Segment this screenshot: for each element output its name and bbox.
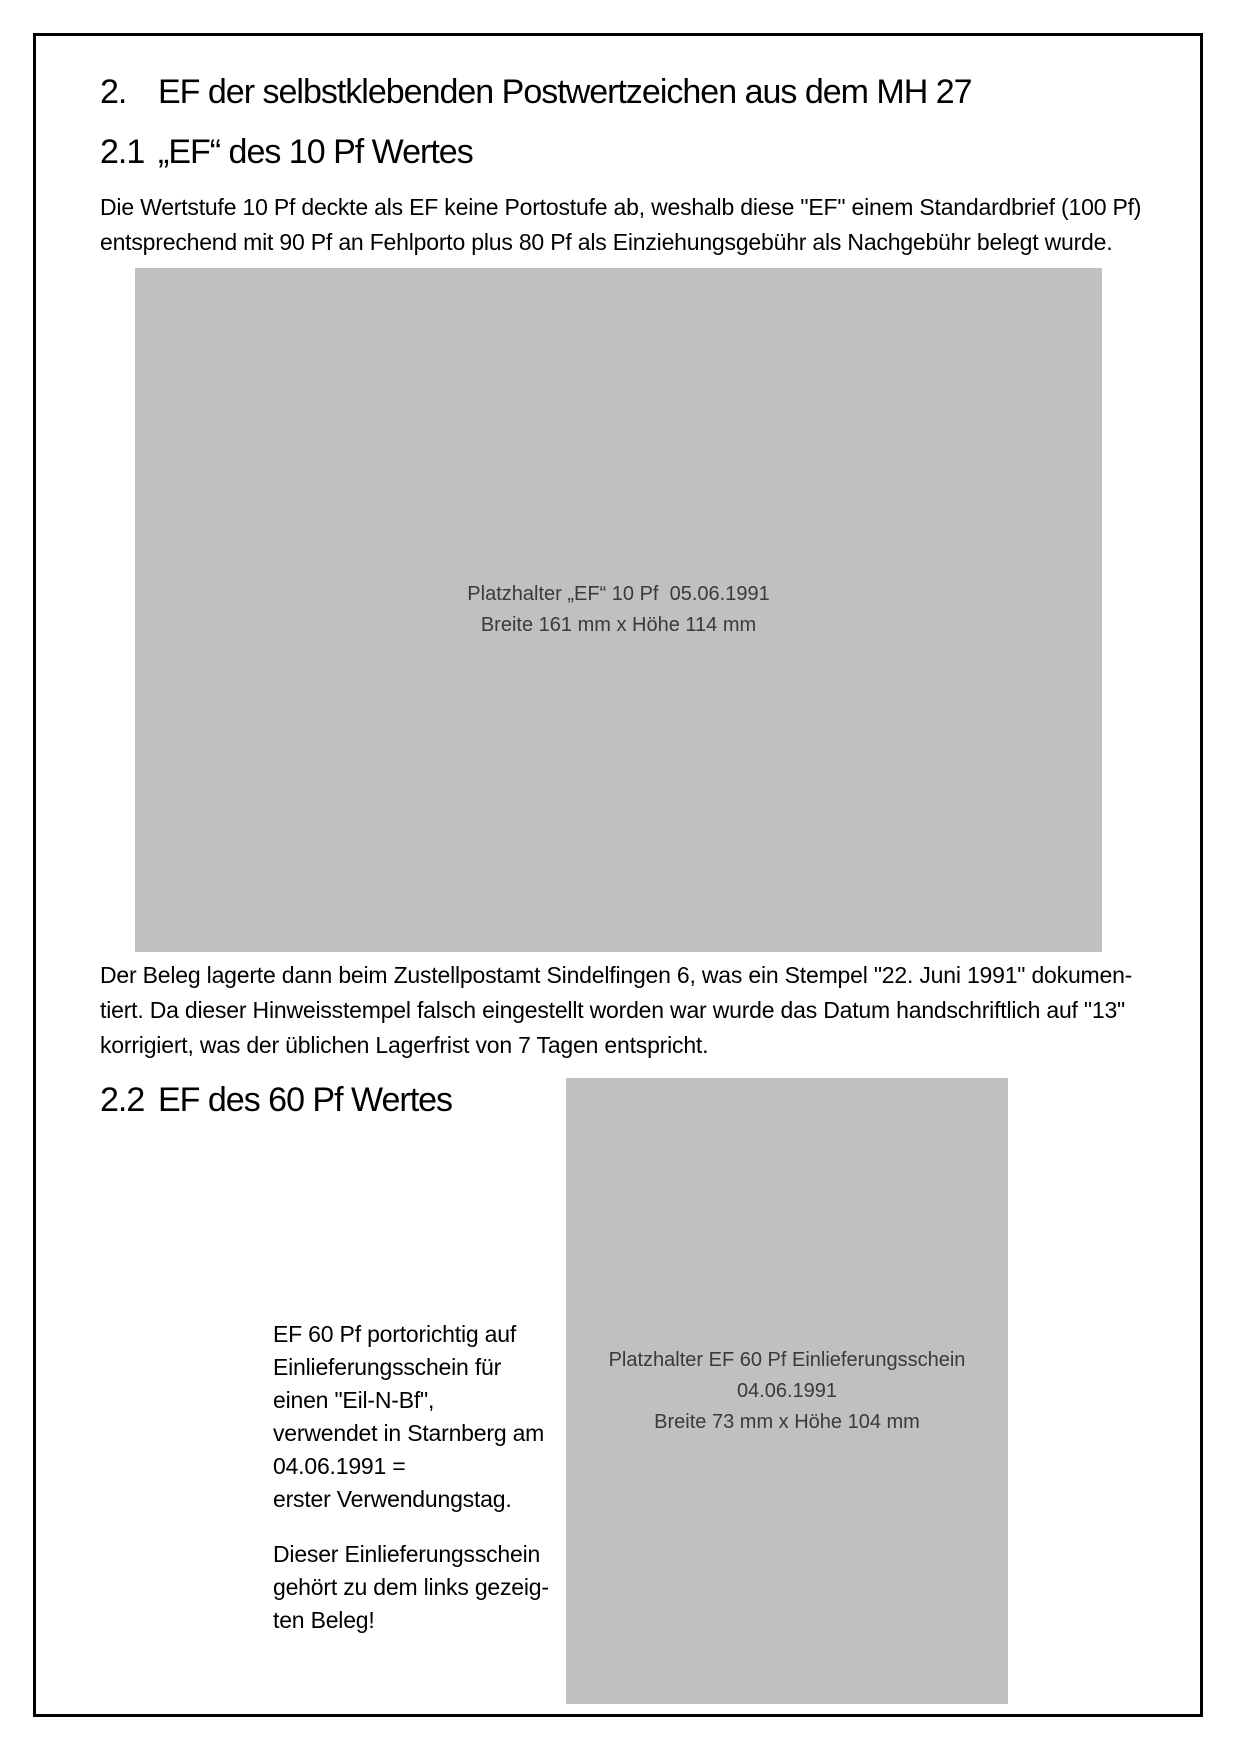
section-title: EF der selbstklebenden Postwertzeichen aus dem MH 27	[158, 73, 972, 111]
section-number: 2.	[100, 73, 127, 111]
subsection-title: EF des 60 Pf Wertes	[158, 1081, 453, 1119]
subsection-title: „EF“ des 10 Pf Wertes	[158, 133, 473, 171]
intro-paragraph	[100, 190, 1150, 260]
text-line: verwendet in Starnberg am	[273, 1420, 545, 1446]
subsection-heading-2-2	[100, 1080, 452, 1120]
text-line: Platzhalter EF 60 Pf Einlieferungsschein	[608, 1348, 966, 1371]
text-line: tiert. Da dieser Hinweisstempel falsch eingestellt worden war wurde das Datum handschriftlich auf "13"	[100, 997, 1126, 1023]
text-line: erster Verwendungstag.	[273, 1486, 512, 1512]
text-line: einen "Eil-N-Bf",	[273, 1387, 435, 1413]
text-line: entsprechend mit 90 Pf an Fehlporto plus 80 Pf als Einziehungsgebühr als Nachgebühr belegt wurde.	[100, 229, 1113, 255]
text-line: Einlieferungsschein für	[273, 1354, 502, 1380]
text-line: korrigiert, was der üblichen Lagerfrist von 7 Tagen entspricht.	[100, 1032, 709, 1058]
text-line: ten Beleg!	[273, 1607, 375, 1633]
text-line: EF 60 Pf portorichtig auf	[273, 1321, 517, 1347]
text-line: Dieser Einlieferungsschein	[273, 1541, 541, 1567]
beleg-paragraph	[100, 958, 1150, 1063]
text-line: Breite 73 mm x Höhe 104 mm	[654, 1410, 920, 1433]
subsection-number: 2.2	[100, 1081, 145, 1119]
text-line: Breite 161 mm x Höhe 114 mm	[480, 614, 757, 636]
text-line: 04.06.1991 =	[273, 1453, 406, 1479]
text-line: Platzhalter „EF“ 10 Pf 05.06.1991	[467, 583, 770, 605]
text-line: Die Wertstufe 10 Pf deckte als EF keine Portostufe ab, weshalb diese "EF" einem Standardbrief (100 Pf)	[100, 194, 1142, 220]
text-line: gehört zu dem links gezeig-	[273, 1574, 549, 1600]
subsection-number: 2.1	[100, 133, 145, 171]
text-line: Der Beleg lagerte dann beim Zustellpostamt Sindelfingen 6, was ein Stempel "22. Juni 1991" dokumen-	[100, 962, 1133, 988]
text-line: 04.06.1991	[736, 1379, 838, 1402]
side-caption-paragraph-2	[273, 1538, 563, 1637]
side-caption-paragraph-1	[273, 1318, 563, 1516]
subsection-heading-2-1	[100, 132, 473, 172]
image-placeholder-10pf-caption	[135, 268, 1102, 952]
section-heading-2	[100, 72, 972, 112]
image-placeholder-60pf-caption	[566, 1078, 1008, 1704]
